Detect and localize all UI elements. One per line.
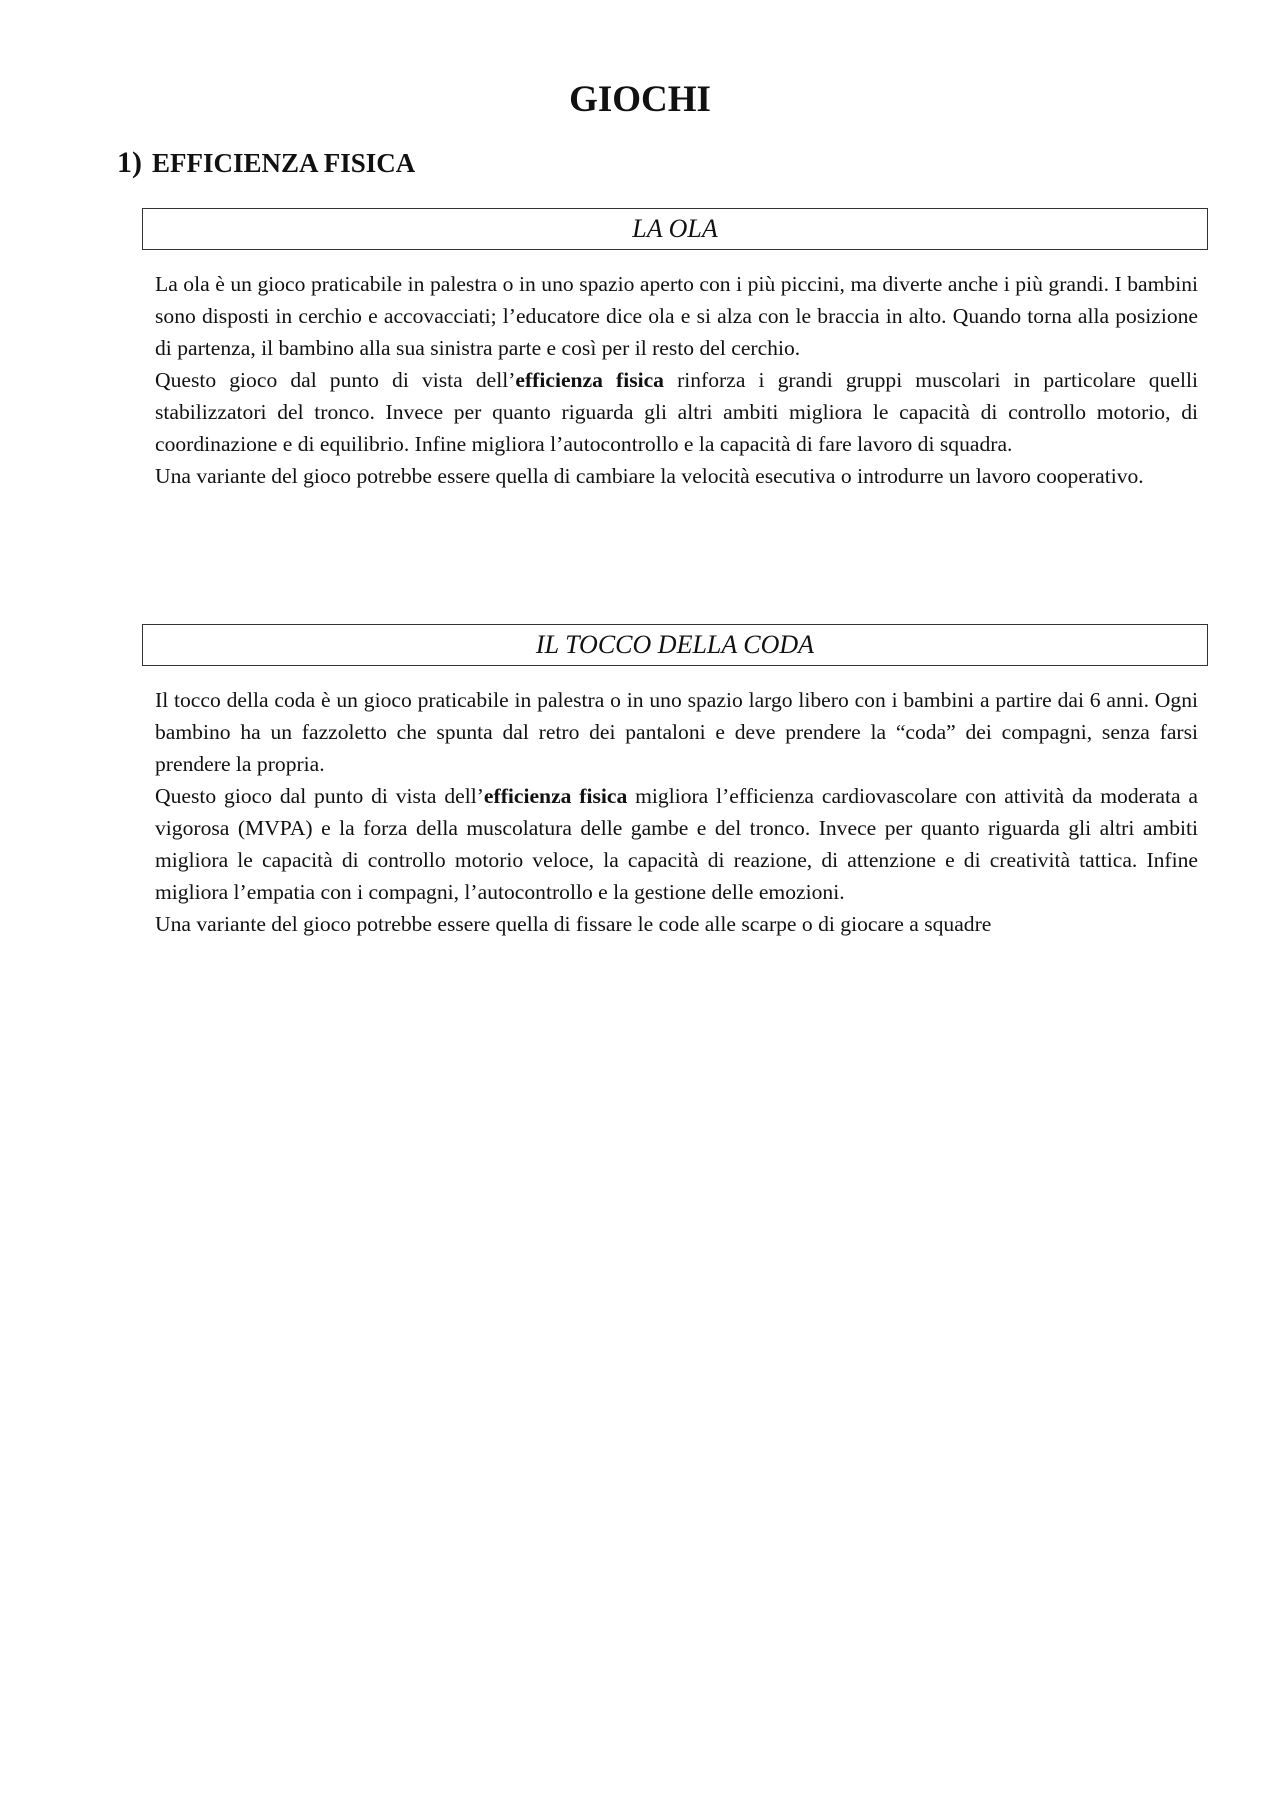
game-title-box-il-tocco-della-coda: IL TOCCO DELLA CODA — [142, 624, 1208, 666]
paragraph — [155, 908, 1198, 940]
game-description-la-ola — [155, 268, 1198, 492]
paragraph-text: Una variante del gioco potrebbe essere quella di fissare le code alle scarpe o di giocare a squadre — [155, 912, 992, 936]
game-title-box-la-ola: LA OLA — [142, 208, 1208, 250]
paragraph — [155, 460, 1198, 492]
paragraph-text: Una variante del gioco potrebbe essere quella di cambiare la velocità esecutiva o introdurre un lavoro cooperativo. — [155, 464, 1144, 488]
paragraph-text: Questo gioco dal punto di vista dell’ — [155, 368, 516, 392]
paragraph — [155, 268, 1198, 364]
paragraph-text: Il tocco della coda è un gioco praticabile in palestra o in uno spazio largo libero con i bambini a partire dai 6 anni. Ogni bambino ha un fazzoletto che spunta dal retro dei pantaloni e deve prendere la “coda” dei compagni, senza farsi prendere la propria. — [155, 688, 1198, 776]
paragraph — [155, 364, 1198, 460]
paragraph-text: La ola è un gioco praticabile in palestra o in uno spazio aperto con i più piccini, ma diverte anche i più grandi. I bambini sono disposti in cerchio e accovacciati; l’educatore dice ola e si alza con le braccia in alto. Quando torna alla posizione di partenza, il bambino alla sua sinistra parte e così per il resto del cerchio. — [155, 272, 1198, 360]
bold-term: efficienza fisica — [515, 368, 664, 392]
section-label: EFFICIENZA FISICA — [152, 148, 416, 178]
paragraph — [155, 684, 1198, 780]
page-title: GIOCHI — [569, 79, 711, 120]
paragraph-text: rinforza i grandi gruppi muscolari in particolare quelli stabilizzatori del tronco. Invece per quanto riguarda gli altri ambiti migliora le capacità di controllo motorio, di coordinazione e di equilibrio. Infine migliora l’autocontrollo e la capacità di fare lavoro di squadra. — [155, 368, 1198, 456]
paragraph — [155, 780, 1198, 908]
bold-term: efficienza fisica — [483, 784, 628, 808]
game-description-il-tocco-della-coda — [155, 684, 1198, 940]
section-heading — [117, 146, 415, 180]
section-number: 1) — [117, 146, 142, 179]
paragraph-text: migliora l’efficienza cardiovascolare con attività da moderata a vigorosa (MVPA) e la forza della muscolatura delle gambe e del tronco. Invece per quanto riguarda gli altri ambiti migliora le capacità di controllo motorio veloce, la capacità di reazione, di attenzione e di creatività tattica. Infine migliora l’empatia con i compagni, l’autocontrollo e la gestione delle emozioni. — [155, 784, 1198, 904]
paragraph-text: Questo gioco dal punto di vista dell’ — [155, 784, 484, 808]
